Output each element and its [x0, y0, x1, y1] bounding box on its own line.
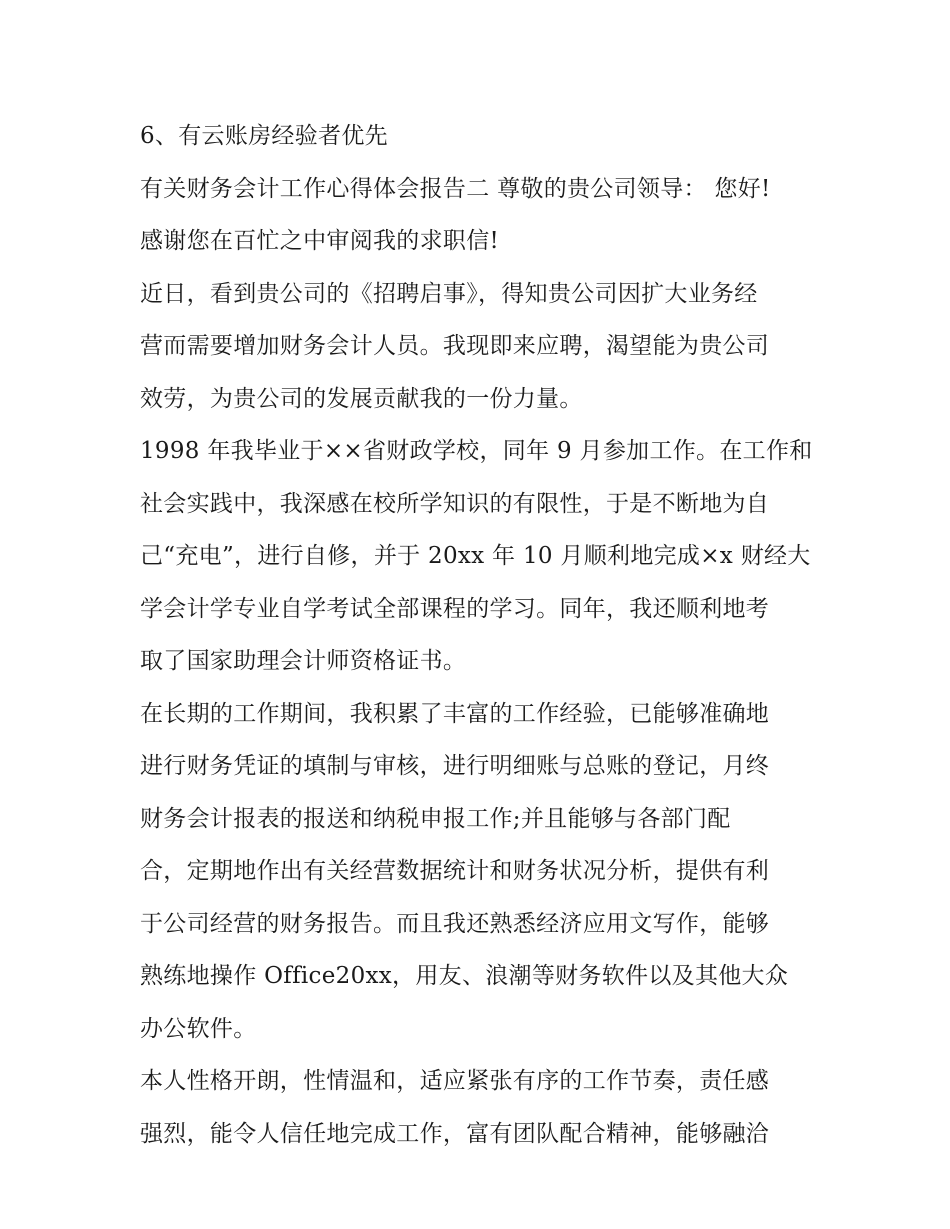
- text-line-7: 1998 年我毕业于××省财政学校，同年 9 月参加工作。在工作和: [140, 438, 813, 464]
- text-line-8: 社会实践中，我深感在校所学知识的有限性，于是不断地为自: [140, 490, 770, 517]
- text-line-10: 学会计学专业自学考试全部课程的学习。同年，我还顺利地考: [140, 595, 770, 622]
- text-line-16: 于公司经营的财务报告。而且我还熟悉经济应用文写作，能够: [140, 910, 770, 937]
- text-line-3: 感谢您在百忙之中审阅我的求职信!: [140, 228, 500, 254]
- text-line-4: 近日，看到贵公司的《招聘启事》，得知贵公司因扩大业务经: [140, 280, 758, 307]
- text-line-6: 效劳，为贵公司的发展贡献我的一份力量。: [140, 385, 583, 412]
- text-line-19: 本人性格开朗，性情温和，适应紧张有序的工作节奏，责任感: [140, 1068, 770, 1094]
- text-line-18: 办公软件。: [140, 1015, 257, 1042]
- text-line-2: 有关财务会计工作心得体会报告二 尊敬的贵公司领导： 您好!: [140, 175, 771, 202]
- text-line-15: 合，定期地作出有关经营数据统计和财务状况分析，提供有利: [140, 858, 770, 884]
- text-line-13: 进行财务凭证的填制与审核，进行明细账与总账的登记，月终: [140, 753, 770, 779]
- text-line-9: 己“充电”，进行自修，并于 20xx 年 10 月顺利地完成×x 财经大: [140, 543, 811, 569]
- text-line-1: 6、有云账房经验者优先: [140, 123, 388, 149]
- document-body: [140, 110, 820, 1160]
- text-line-17: 熟练地操作 Office20xx，用友、浪潮等财务软件以及其他大众: [140, 963, 789, 989]
- text-line-5: 营而需要增加财务会计人员。我现即来应聘，渴望能为贵公司: [140, 333, 770, 359]
- text-line-11: 取了国家助理会计师资格证书。: [140, 648, 467, 674]
- text-line-14: 财务会计报表的报送和纳税申报工作;并且能够与各部门配: [140, 805, 731, 832]
- text-line-20: 强烈，能令人信任地完成工作，富有团队配合精神，能够融洽: [140, 1120, 770, 1147]
- text-line-12: 在长期的工作期间，我积累了丰富的工作经验，已能够准确地: [140, 700, 770, 727]
